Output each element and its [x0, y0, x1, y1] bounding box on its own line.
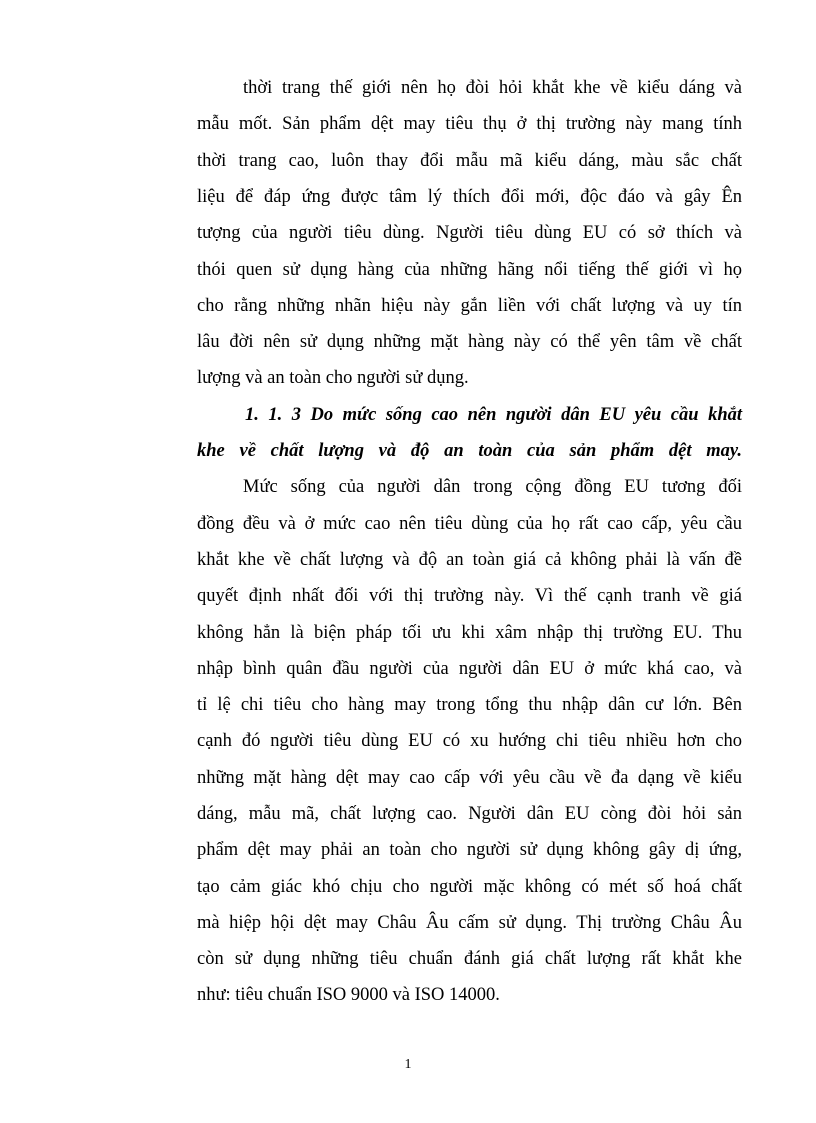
heading-line: khe về chất lượng và độ an toàn của sản phẩm dệt may.: [197, 441, 742, 461]
paragraph-line: nhập bình quân đầu người của người dân EU ở mức khá cao, và: [197, 659, 742, 679]
paragraph-line: như: tiêu chuẩn ISO 9000 và ISO 14000.: [197, 985, 500, 1005]
paragraph-line: liệu để đáp ứng được tâm lý thích đổi mới, độc đáo và gây Ên: [197, 187, 742, 207]
page-number: 1: [404, 1057, 412, 1072]
paragraph-line: tạo cảm giác khó chịu cho người mặc không có mét số hoá chất: [197, 877, 742, 897]
paragraph-line: khắt khe về chất lượng và độ an toàn giá cả không phải là vấn đề: [197, 550, 742, 570]
paragraph-line: thói quen sử dụng hàng của những hãng nổi tiếng thế giới vì họ: [197, 260, 742, 280]
heading-line: 1. 1. 3 Do mức sống cao nên người dân EU yêu cầu khắt: [245, 405, 742, 425]
paragraph-line: quyết định nhất đối với thị trường này. Vì thế cạnh tranh về giá: [197, 586, 742, 606]
paragraph-line: còn sử dụng những tiêu chuẩn đánh giá chất lượng rất khắt khe: [197, 949, 742, 969]
paragraph-line: đồng đều và ở mức cao nên tiêu dùng của họ rất cao cấp, yêu cầu: [197, 514, 742, 534]
paragraph-line: những mặt hàng dệt may cao cấp với yêu cầu về đa dạng về kiểu: [197, 768, 742, 788]
paragraph-line: tỉ lệ chi tiêu cho hàng may trong tổng thu nhập dân cư lớn. Bên: [197, 695, 742, 715]
paragraph-line: dáng, mẫu mã, chất lượng cao. Người dân EU còng đòi hỏi sản: [197, 804, 742, 824]
paragraph-line: thời trang cao, luôn thay đổi mẫu mã kiểu dáng, màu sắc chất: [197, 151, 742, 171]
paragraph-line: không hẳn là biện pháp tối ưu khi xâm nhập thị trường EU. Thu: [197, 623, 742, 643]
paragraph-line: thời trang thế giới nên họ đòi hỏi khắt khe về kiểu dáng và: [243, 78, 742, 98]
paragraph-line: lâu đời nên sử dụng những mặt hàng này có thể yên tâm về chất: [197, 332, 742, 352]
paragraph-line: cho rằng những nhãn hiệu này gắn liền với chất lượng và uy tín: [197, 296, 742, 316]
paragraph-line: cạnh đó người tiêu dùng EU có xu hướng chi tiêu nhiều hơn cho: [197, 731, 742, 751]
paragraph-line: lượng và an toàn cho người sử dụng.: [197, 368, 469, 388]
paragraph-line: mẫu mốt. Sản phẩm dệt may tiêu thụ ở thị trường này mang tính: [197, 114, 742, 134]
paragraph-line: Mức sống của người dân trong cộng đồng EU tương đối: [243, 477, 742, 497]
paragraph-line: mà hiệp hội dệt may Châu Âu cấm sử dụng. Thị trường Châu Âu: [197, 913, 742, 933]
paragraph-line: phẩm dệt may phải an toàn cho người sử dụng không gây dị ứng,: [197, 840, 742, 860]
paragraph-line: tượng của người tiêu dùng. Người tiêu dùng EU có sở thích và: [197, 223, 742, 243]
